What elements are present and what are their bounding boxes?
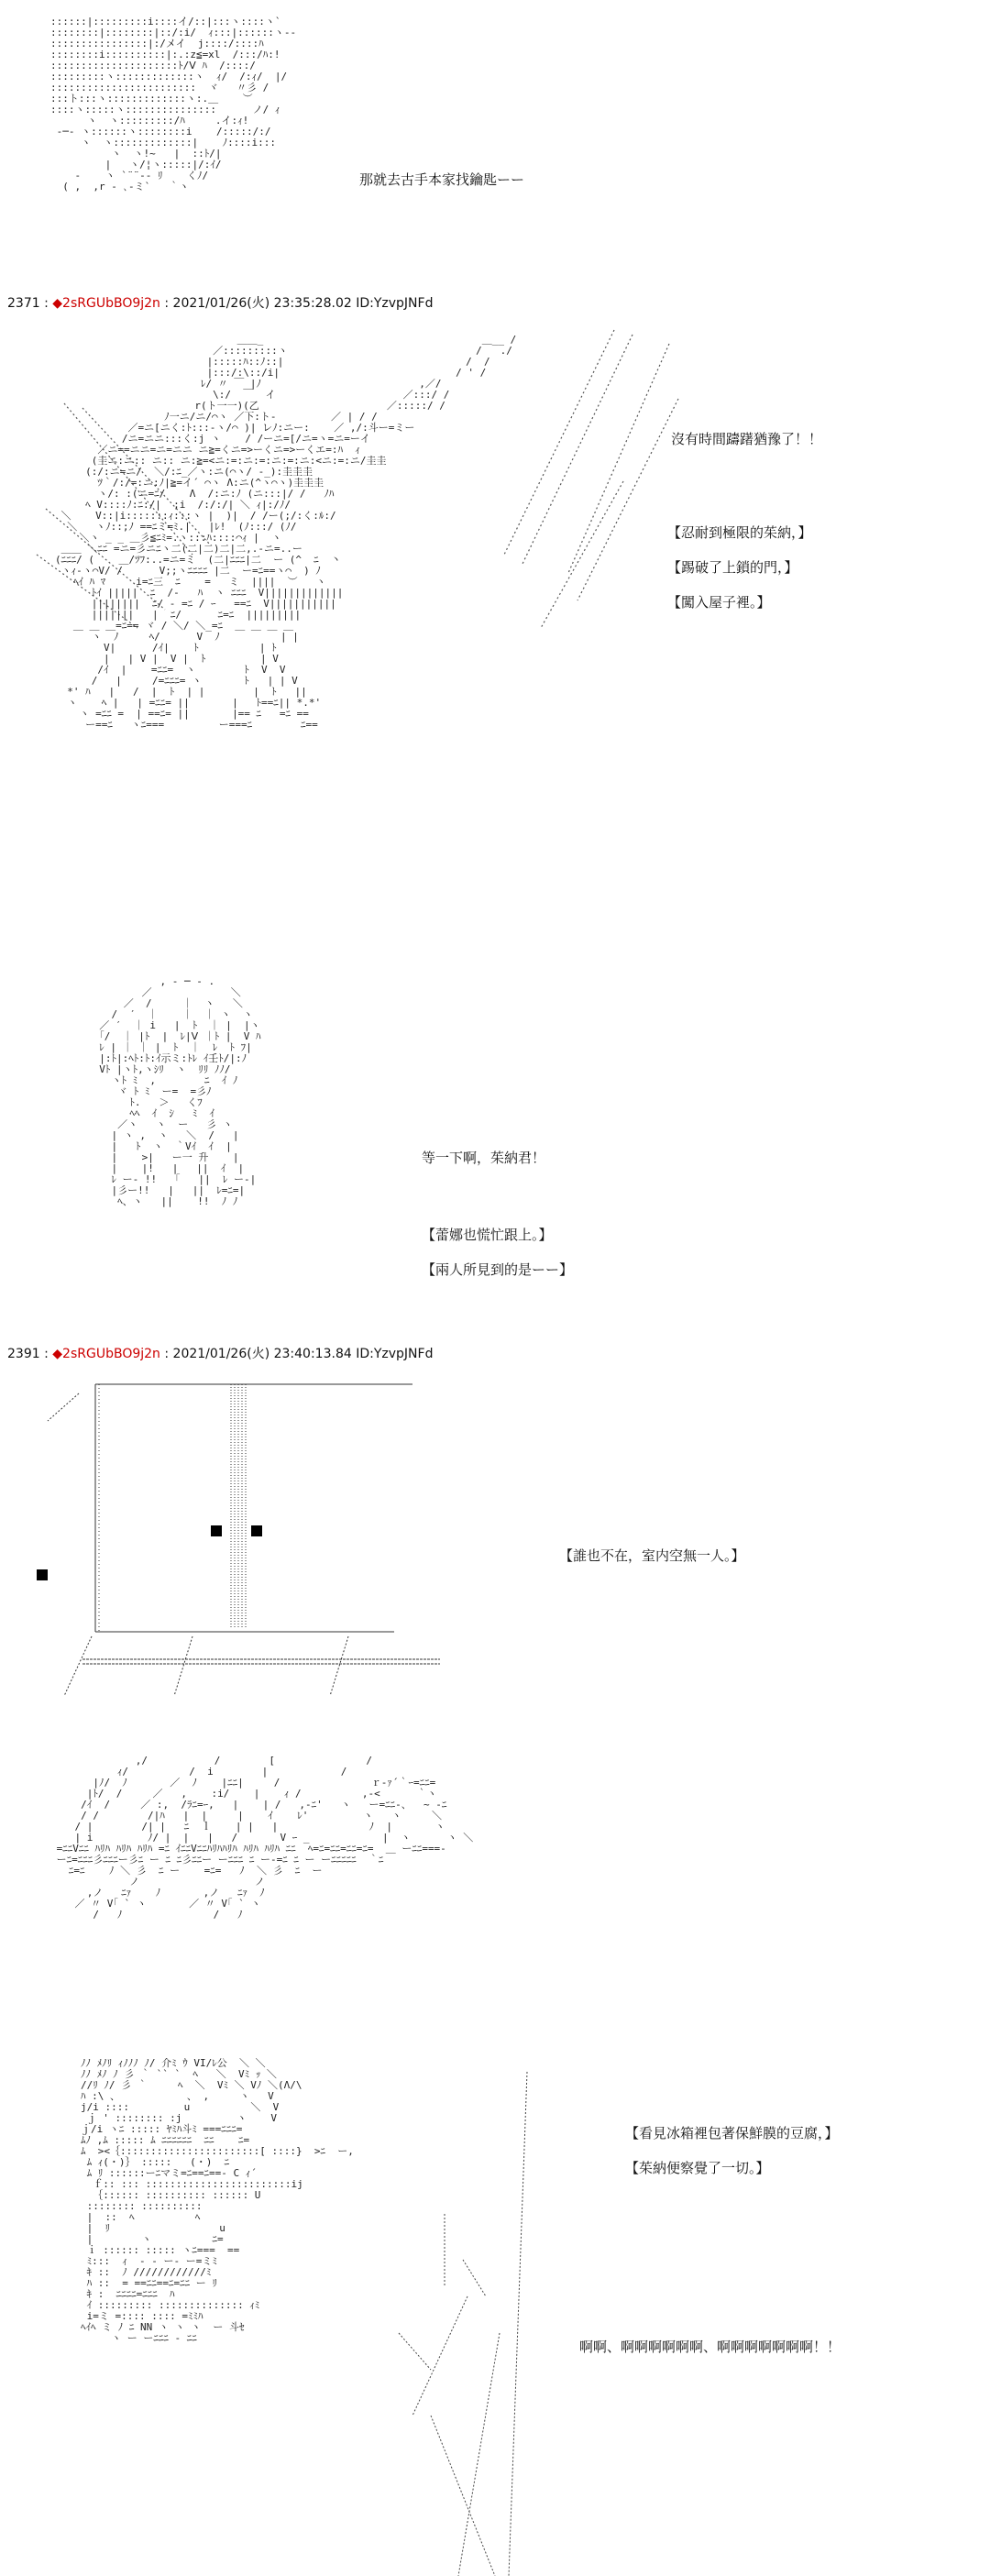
post-id: ID:YzvpJNFd [356, 296, 434, 311]
post-number: 2371 [7, 296, 40, 311]
dialogue-line: 啊啊、啊啊啊啊啊啊、啊啊啊啊啊啊啊！！ [579, 2339, 842, 2355]
diamond-icon: ◆ [52, 296, 63, 311]
post-header: 2391 : ◆2sRGUbBO9j2n : 2021/01/26(火) 23:40:13.84 ID:YzvpJNFd [7, 1347, 434, 1361]
narration-line: 【闖入屋子裡。】 [667, 594, 771, 611]
narration-line: 【忍耐到極限的茱納，】 [667, 524, 812, 541]
ascii-art-panel-1: ::::::|:::::::::i::::イ/::|:::ヽ::::ヽ` ::::::::|::::::::|::/:i/ ｨ:::|::::::ヽ-‐ ::::::::::::::::|:/メイ j::::/::::ﾊ ::::::::i::::::::::|:.:z≦=xl /:::/ﾊ:! :::::::::::::::::::::ﾄ/Ⅴ ﾊ /::::/ :::::::::ヽ:::::::::::::ヽ ｨ/ /:ｨ/ |/ :::::::::::::::::::::::: ヾ 〃彡 / :::ト:::ヽ:::::::::::::ヽ:.＿ ︶ ::::ヽ:::::ヽ::::::::::::::: ノ/ ｨ ヽ ヽ:::::::::/ﾊ .イ:ｨ! ‐─‐ ヽ::::::ヽ::::::::i /:::::/:/ ヽ ヽ:::::::::::::| ﾉ::::i::: ヽ ヽ!~ | ::ﾄ/| | ヽ/¦ヽ:::::|/:ｲ/ ‐ ヽ `¨¨‐- ﾘ くﾉ/ ( , ,r - ､-ミ` ｀ヽ [50, 17, 297, 193]
narration-line: 【看見冰箱裡包著保鮮膜的豆腐，】 [625, 2125, 839, 2141]
narration-line: 【誰也不在，室内空無一人。】 [559, 1547, 745, 1564]
post-trip[interactable]: 2sRGUbBO9j2n [62, 296, 160, 311]
side-figure-art [394, 2067, 642, 2576]
post-header: 2371 : ◆2sRGUbBO9j2n : 2021/01/26(火) 23:35:28.02 ID:YzvpJNFd [7, 296, 434, 311]
narration-line: 【踢破了上鎖的門，】 [667, 559, 798, 576]
dialogue-line: 那就去古手本家找鑰匙ーー [359, 171, 525, 188]
dialogue-line: 沒有時間躊躇猶豫了！！ [671, 431, 823, 447]
ascii-art-panel-5: ,/ / [ / ｨ/ / i | / |ﾉ/ ﾉ ／ ﾉ |ﾆﾆ| / ｒ‐ｧ´｀ｰ=ﾆﾆ= |ﾄ/ / ／ , :i/ | ｨ / ,‐< ｀ヽ /ｲ / ／ :, /ﾗﾆ=ｰ, | | / ,-ﾆ' ヽ ー=ﾆﾆ-、 ~ -ﾆ / / /|ﾊ | | | ｲ ﾚ' ヽ ヽ ＼ / | /| | ﾆ ｌ | | | ﾉ | ヽ | i ﾉ/ | | | / V ｰ _ | ヽ ヽ ＼ =ﾆﾆVﾆﾆ ﾊﾘﾊ ﾊﾘﾊ ﾊﾘﾊ =ﾆ ｲﾆﾆVﾆﾆﾊﾘﾊﾊﾘﾊ ﾊﾘﾊ ﾊﾘﾊ ﾆﾆ ﾍ=ﾆ=ﾆﾆ=ﾆﾆ=ﾆ= ＿ ーﾆﾆ===- ーﾆ=ﾆﾆﾆ彡ﾆﾆﾆー彡ﾆ ー ﾆ ﾆ彡ﾆﾆー ーﾆﾆﾆ ﾆ ー‐=ﾆ ﾆ ー ーﾆﾆﾆﾆﾆ ｀ﾆ ﾆ=ﾆ ﾉ ＼ 彡 ﾆ ー =ﾆ= ﾉ ＼ 彡 ﾆ ー ノ ノ ,ノ ﾆｧ ﾉ ,ノ ﾆｧ ﾉ ／ 〃 V｢ ` ヽ ／ 〃 V｢ ` ヽ / ﾉ / ﾉ [56, 1756, 474, 1921]
ascii-art-panel-3: , ‐ ─ ‐ . ／ ＼ ／ / ｜ ヽ ＼ / ′ ｜ ｜ ｜ ヽ ヽ ／ ′ ｜ i | ﾄ ｜ | |ヽ ｢/ ｜ |ﾄ | ﾚ|Ⅴ ｜ﾄ | V ﾊ ﾚ | ｜ ｜ | ﾄ ｜ ﾚ ﾄ ﾌ| |:ﾄ|:ﾍﾄ:ﾄ:ｲ示ミ:ﾄﾚ ｲ壬ﾄ/|:ﾉ Vﾄ |ヽﾄ,ヽｼﾘ ヽ ﾘﾘ ﾉﾉ/ ヽﾄ ﾐ , ﾆ ｲ ﾉ ヾ ﾄ ﾐ ー= =彡ﾉ ﾄ. ＞ くﾌ ﾍﾍ ｲ ｼ ﾐ ｲ ／ヽ ヽ ー 彡 ヽ | ヽ , ヽ ＼ / | | ﾄ ヽ ｀Vｲ ｲ | | >| ー一 升 | | |! | || ｲ | ﾚ ー‐ !! ｢ || ﾚ ー‐| |彡ー!! | || ﾚ=ﾆ=| ﾍ、ヽ || !! ﾉ ﾉ [99, 976, 261, 1207]
ascii-art-panel-2: ＿＿_ ＿__ / ／:::::::::ヽ / ./ |:::::ﾊ::ﾉ::| / / |:::/:\::/i| / ' / ﾚ/ 〃 ￣ |ﾉ ,／/ \:/ ￣ イ ／:::/ / r(ト一一)(乙 ／:::::/ / ﾉ一ニ/ニ/⌒ヽ ／下:ト- ／ | / / ／=ニ[ニく:ﾄ:::‐ヽ/⌒ )| レﾉ:ニー: ／ ,/:斗ー=ミー /ニ=ニニ:::く:j ヽ / /ーニ=[/ニ=ヽ=ニ=ーイ ／ニ==ニニ=ニ=ニニ ニ≧=くニ=>ーくニ=>ーくエ=:ﾊ ｨ (圭ニ:ニ:: ニ:: ニ:≧=<ニ:=:ニ:=:ニ:=:ニ:<ニ:=:ニ/圭圭 (:/:ニ=ニ/ ＼/:ﾆ_／ヽ:ニ(⌒ヽ/ ‐_):圭圭圭 ﾂ｀/:/=:ニ:ﾉ|≧=イ´ ⌒ヽ Λ:ニ(^ヽ⌒ヽ)圭圭圭 ヽ/: :(ニ=ﾆ/ Λ /:ニ:ﾉ (ニ:::|/ / ﾉﾊ ﾍ V::::ﾉ:ﾆ:/| ;i /:/:/| ＼ ｨ|:/ﾉ/ ＼ V::|i:::::::ｨ:::ヽ | )| / /ー(;/:く:ﾙ:/ ＼ ヽﾉ::;ﾉ ==ﾆミ=ﾐ.| |ﾚ! (ﾉ:::/ (ﾉ/ ＼ヽ _ _ ＿彡≦ﾆﾐ=.ヽ:::ﾊ::::⌒ｨ | ヽ ＿＿ ＼ﾆﾆ =ニ=彡ニﾆヽ二(二|二)二|二,.-ニ=..ー (ﾆﾆﾆ/ ( ＿/ﾂﾌ:..=ニ=ミ (二|ﾆﾆﾆ|二 ー (^ ﾆ 丶 ヽｨ‐ヽ⌒V/ / V;;ヽﾆﾆﾆﾆ |二 ー=ﾆ==ヽ⌒ ) ﾉ ﾍｲ ﾊ ﾏ i=ﾆ三 ﾆ = ミ |||| ︶ ヽ ﾄｲ ||||| ﾆ /- ﾊ ヽ ﾆﾆﾆ V||||||||||||| |||||||| ﾆ/ ‐ =ﾆ / ｰ ==ﾆ V||||||||||| ||||||| | ﾆ/ ﾆ=ﾆ ||||||||| ＿ ＿ ＿=ﾆ== ヾ / ＼/ ＼_=ﾆ ＿ ＿ ＿ ＿ ヽ ﾉ ﾍ/ V ﾉ | | V| /ｲ| ﾄ | ﾄ | | V | V | ﾄ | V /ｲ | =ﾆﾆ= ヽ ﾄ V V / | /=ﾆﾆﾆ= ヽ ﾄ | | V *' ﾊ | / | ﾄ | | | ﾄ || ヽ ﾍ | | =ﾆﾆ= || | ﾄ==ﾆ|| *.*' ヽ =ﾆﾆ = | ==ﾆ= || |== ﾆ =ﾆ == ー==ﾆ ヽﾆ=== ー===ﾆ ﾆ== [55, 335, 517, 731]
dialogue-line: 等一下啊，茱納君！ [422, 1150, 546, 1166]
post-trip[interactable]: 2sRGUbBO9j2n [62, 1347, 160, 1361]
post-number: 2391 [7, 1347, 40, 1361]
post-datetime: 2021/01/26(火) 23:35:28.02 [172, 296, 352, 311]
diamond-icon: ◆ [52, 1347, 63, 1361]
post-datetime: 2021/01/26(火) 23:40:13.84 [172, 1347, 352, 1361]
post-id: ID:YzvpJNFd [356, 1347, 434, 1361]
narration-line: 【茱納便察覺了一切。】 [625, 2160, 770, 2176]
ascii-art-panel-6: ﾉﾉ ﾒﾉﾘ ｨﾉﾉﾉ ﾉ/ 介ﾐ ｳ VI/ﾚ公 ＼ ＼ ﾉﾉ ﾒﾉ ﾉ 彡 ｀ `` ` ﾍ ＼ Vﾐ ｯ ＼ //ﾘ ﾉ/ 彡 ｀ ﾍ ＼ Vﾐ ＼ Vﾉ ＼(Λ/\ ﾊ :\ 、 、 , ヽ V j/i :::: u ＼ V ｊ ' :::::::: :j ヽ V ｊ/i ヽﾆ ::::: ﾔﾐﾊ斗ﾐ ===ﾆﾆﾆ= ﾑﾉ ,ﾑ ::::: ﾑ ﾆﾆﾆﾆﾆﾆ ﾆﾆ ﾆ= ﾑ ><｛:::::::::::::::::::::::[ ::::} >ﾆ ー, ﾑ ｨ(・)｝ ::::: (・) ﾆ ﾑ ﾘ ::::::ーﾆマミ=ﾆ==ﾆ==‐ C ｨ´ ｆ:: ::: ::::::::::::::::::::::::ij ｛:::::: :::::::::: :::::: U :::::::: :::::::::: | :: ﾍ ﾍ | ﾘ u | ヽ ﾆ= ｉ :::::: ::::: ヽﾆ=== == ﾐ::: ｨ ‐ ‐ ー‐ ー=ミﾐ ｷ :: ﾉ ////////////ﾐ ﾊ :: = ==ﾆﾆ==ﾆ=ﾆﾆ ー ﾘ ｷ : ﾆﾆﾆﾆ=ﾆﾆﾆ ﾊ ｲ ::::::::: :::::::::::::: ｨﾐ i=ミ =:::: :::: =ﾐﾐﾊ ﾍｲﾍ ミ ﾉ ﾆ NN ヽ ヽ ヽ ー 斗ｾ ヽ ー ーﾆﾆﾆ ‐ ﾆﾆ [81, 2058, 354, 2344]
narration-line: 【兩人所見到的是ーー】 [422, 1261, 574, 1278]
narration-line: 【蕾娜也慌忙跟上。】 [422, 1227, 553, 1243]
empty-room-art [37, 1375, 458, 1705]
